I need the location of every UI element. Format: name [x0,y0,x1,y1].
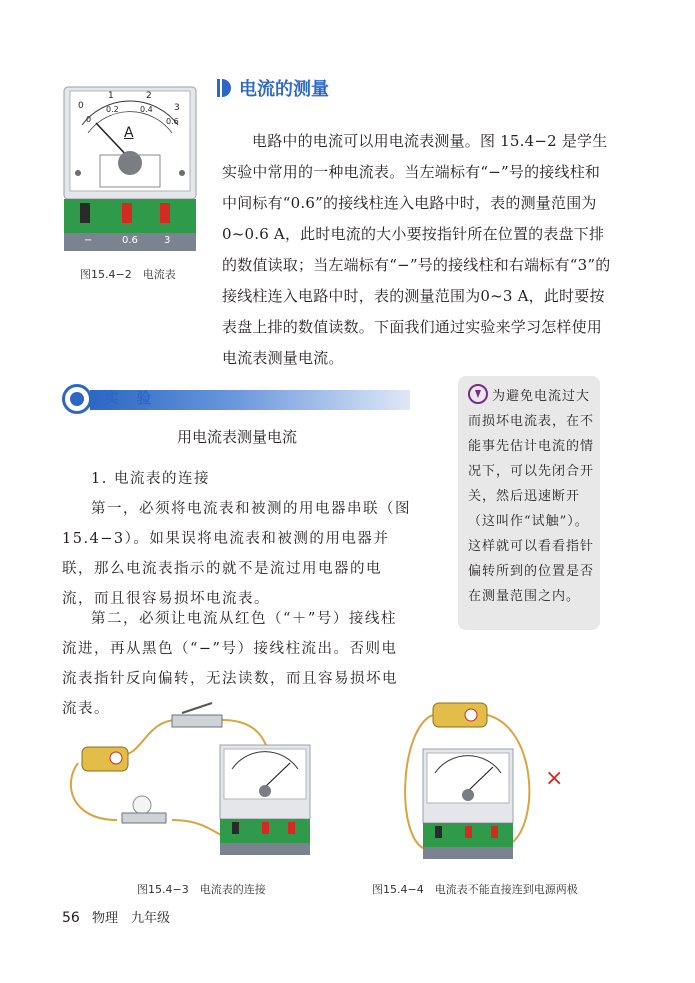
side-note-text: 为避免电流过大而损坏电流表，在不能事先估计电流的情况下，可以先闭合开关，然后迅速断开（这叫作“试触”）。这样就可以看看指针偏转所到的位置是否在测量范围之内。 [468,389,595,604]
book-title: 物理 九年级 [91,911,170,926]
fig-15-4-4-circuit [395,697,545,869]
fig-15-4-3-circuit [62,695,352,865]
terminal-0-6: 0.6 [122,235,138,246]
terminal-minus: − [84,235,93,246]
scale-top-0: 0 [78,101,84,111]
scale-bottom-3: 0.6 [166,117,179,126]
scale-bottom-0: 0 [86,115,92,124]
fig-15-4-4-caption: 图15.4−4 电流表不能直接连到电源两极 [372,883,578,896]
scale-top-3: 3 [174,103,180,113]
wrong-mark-icon: × [545,766,564,791]
tip-icon [468,384,488,404]
speech-bubble-icon [62,384,92,414]
experiment-title: 用电流表测量电流 [176,428,297,446]
terminal-3: 3 [164,235,171,246]
section-mark-icon [222,79,231,97]
scale-top-1: 1 [108,91,114,101]
side-note [458,376,600,630]
experiment-para-2: 第二，必须让电流从红色（“＋”号）接线柱流进，再从黑色（“−”号）接线柱流出。否则电流表指针反向偏转，无法读数，而且容易损坏电流表。 [62,611,398,717]
experiment-label: 实 验 [104,389,158,407]
unit-symbol: A [124,125,134,141]
page-footer [62,907,170,926]
experiment-header [62,384,412,414]
ammeter-figure [60,85,200,255]
section-heading [222,75,329,101]
fig-15-4-2-caption: 图15.4−2 电流表 [80,268,176,281]
scale-bottom-1: 0.2 [106,105,119,114]
scale-bottom-2: 0.4 [140,105,153,114]
fig-15-4-3-caption: 图15.4−3 电流表的连接 [137,883,266,896]
experiment-subheading: 1. 电流表的连接 [91,471,210,487]
scale-top-2: 2 [146,91,152,101]
experiment-para-1: 第一，必须将电流表和被测的用电器串联（图 15.4−3）。如果误将电流表和被测的用电器并联，那么电流表指示的就不是流过用电器的电流，而且很容易损坏电流表。 [62,501,411,607]
section-title: 电流的测量 [239,79,329,100]
intro-paragraph: 电路中的电流可以用电流表测量。图 15.4−2 是学生实验中常用的一种电流表。当左端标有“−”号的接线柱和中间标有“0.6”的接线柱连入电路中时，表的测量范围为0~0.6 A，此时电流的大小要按指针所在位置的表盘下排的数值读取；当左端标有“−”号的接线柱和右端标有“3”的接线柱连入电路中时，表的测量范围为0~3 A，此时要按表盘上排的数值读数。下面我们通过实验来学习怎样使用电流表测量电流。 [222,132,611,367]
page-number: 56 [62,910,80,926]
